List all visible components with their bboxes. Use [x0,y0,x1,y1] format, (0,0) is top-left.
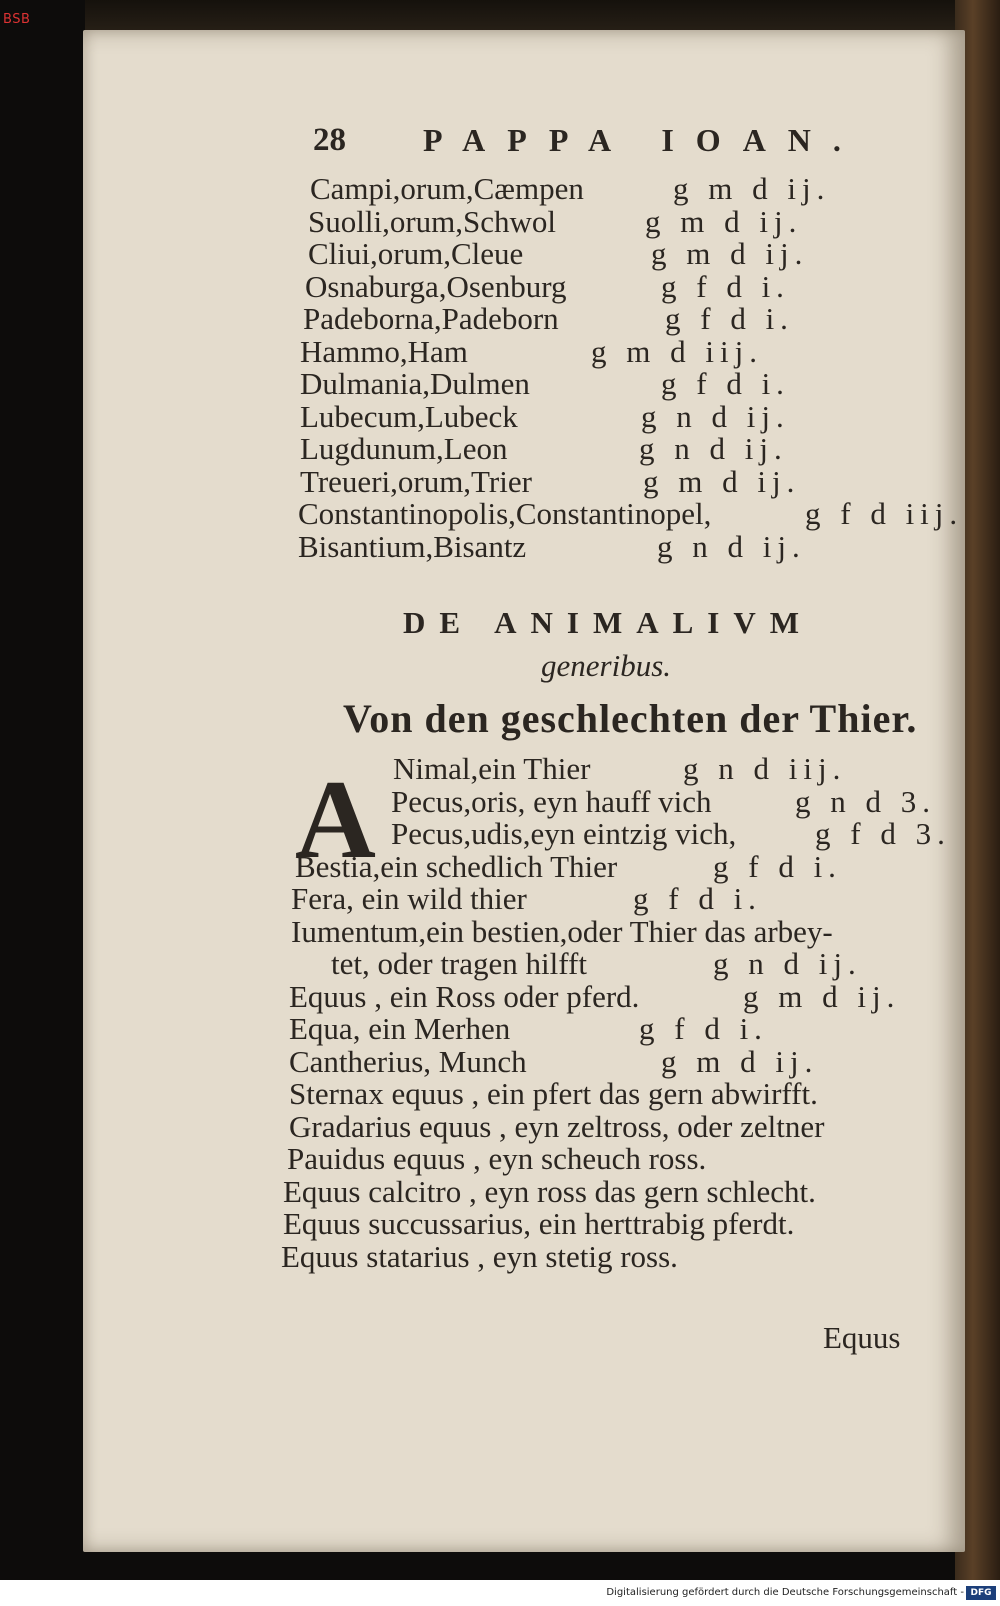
place-term: Suolli,orum,Schwol [308,203,557,239]
place-grammar-code: g n d ij. [639,431,788,466]
animal-term: tet, oder tragen hilfft [331,946,587,981]
place-grammar-code: g m d iij. [591,333,763,369]
animal-grammar-code: g n d iij. [683,751,847,786]
place-term: Dulmania,Dulmen [300,366,530,401]
animal-grammar-code: g f d 3. [815,816,951,851]
place-term: Campi,orum,Cæmpen [310,171,584,206]
place-term: Bisantium,Bisantz [298,528,527,564]
animal-grammar-code: g m d ij. [743,978,901,1014]
place-grammar-code: g f d iij. [805,496,964,531]
animal-grammar-code: g f d i. [633,881,762,916]
animal-term: Equus calcitro , eyn ross das gern schlecht. [283,1173,816,1209]
animal-grammar-code: g n d ij. [713,946,862,981]
animal-grammar-code: g f d i. [713,848,842,884]
book-page [83,30,965,1552]
place-grammar-code: g n d ij. [641,398,790,434]
animal-term: Gradarius equus , eyn zeltross, oder zeltner [289,1108,825,1144]
place-term: Osnaburga,Osenburg [305,268,567,304]
place-term: Cliui,orum,Cleue [308,236,524,271]
drop-cap: A [295,758,376,882]
animal-term: Iumentum,ein bestien,oder Thier das arbey- [291,913,833,949]
place-term: Lugdunum,Leon [300,431,508,466]
place-grammar-code: g m d ij. [673,171,831,206]
animal-term: Sternax equus , ein pfert das gern abwirfft. [289,1076,818,1111]
section-subheading: generibus. [541,648,672,683]
animal-term: Fera, ein wild thier [291,881,527,916]
page-number: 28 [313,122,346,158]
animal-term: Pecus,udis,eyn eintzig vich, [391,816,737,851]
place-grammar-code: g f d i. [665,301,794,336]
place-grammar-code: g f d i. [661,268,790,304]
animal-term: Equus statarius , eyn stetig ross. [281,1238,678,1274]
place-grammar-code: g m d ij. [643,463,801,499]
place-term: Lubecum,Lubeck [300,398,518,434]
running-title: PAPPA IOAN. [423,122,863,158]
place-term: Hammo,Ham [300,333,468,369]
place-term: Treueri,orum,Trier [300,463,532,499]
animal-term: Equus succussarius, ein herttrabig pferdt. [283,1206,795,1241]
place-grammar-code: g m d ij. [645,203,803,239]
place-term: Padeborna,Padeborn [303,301,559,336]
place-grammar-code: g n d ij. [657,528,806,564]
animal-term: Cantherius, Munch [289,1043,527,1079]
catchword: Equus [823,1320,901,1355]
dfg-logo: DFG [966,1586,996,1600]
funding-note: Digitalisierung gefördert durch die Deutsche Forschungsgemeinschaft - [606,1587,964,1598]
animal-term: Bestia,ein schedlich Thier [295,848,618,884]
place-term: Constantinopolis,Constantinopel, [298,496,712,531]
place-grammar-code: g f d i. [661,366,790,401]
animal-grammar-code: g n d 3. [795,783,936,819]
animal-term: Nimal,ein Thier [393,751,591,786]
bsb-logo: BSB [3,12,31,27]
animal-grammar-code: g m d ij. [661,1043,819,1079]
place-grammar-code: g m d ij. [651,236,809,271]
animal-term: Pecus,oris, eyn hauff vich [391,783,712,819]
animal-term: Equa, ein Merhen [289,1011,511,1046]
section-heading: DE ANIMALIVM [403,605,813,640]
animal-grammar-code: g f d i. [639,1011,768,1046]
animal-term: Equus , ein Ross oder pferd. [289,978,640,1014]
animal-term: Pauidus equus , eyn scheuch ross. [287,1141,707,1176]
german-heading: Von den geschlechten der Thier. [343,696,918,741]
